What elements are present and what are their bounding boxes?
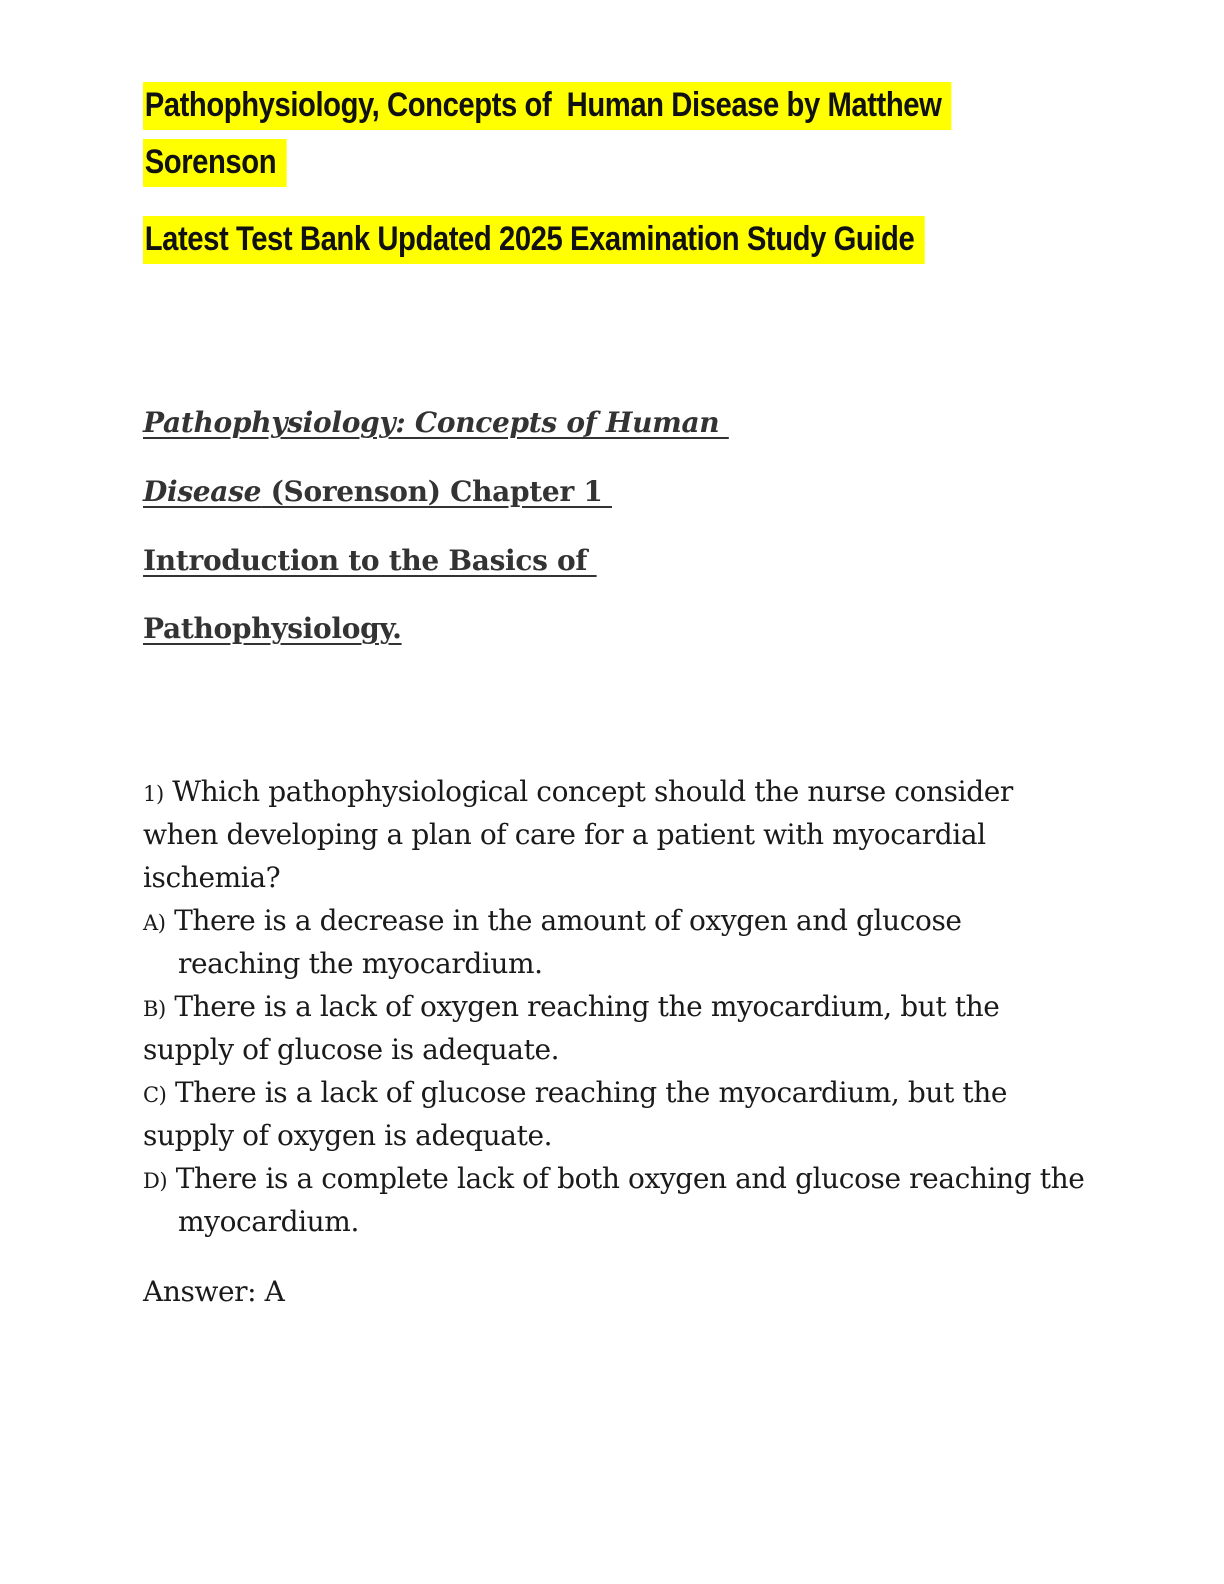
option-b-line2: supply of glucose is adequate.	[143, 1033, 560, 1066]
chapter-heading-line3	[143, 543, 597, 579]
question-stem-line: when developing a plan of care for a patient with myocardial	[143, 818, 986, 851]
question-stem-line: ischemia?	[143, 861, 281, 894]
book-title-italic: Disease	[143, 475, 262, 508]
option-c-line1	[143, 1071, 1103, 1114]
subtitle-highlight: Latest Test Bank Updated 2025 Examination Study Guide	[143, 216, 925, 264]
chapter-heading-line1	[143, 405, 729, 441]
option-text: There is a lack of glucose reaching the myocardium, but the	[166, 1076, 1008, 1109]
option-c-line2: supply of oxygen is adequate.	[143, 1119, 553, 1152]
title-highlight: Sorenson	[143, 139, 286, 187]
option-d-line2: myocardium.	[178, 1205, 359, 1238]
document-subtitle	[143, 216, 925, 264]
option-text: There is a decrease in the amount of oxygen and glucose	[165, 904, 962, 937]
question-number: 1)	[143, 782, 164, 806]
option-b-line1	[143, 985, 1103, 1028]
question-block	[143, 770, 1103, 1243]
option-text: There is a complete lack of both oxygen and glucose reaching the	[167, 1162, 1085, 1195]
answer-line: Answer: A	[143, 1275, 285, 1308]
chapter-heading-line2	[143, 474, 612, 510]
chapter-label: (Sorenson) Chapter 1	[261, 475, 612, 508]
title-highlight: Pathophysiology, Concepts of Human Disease by Matthew	[143, 82, 952, 130]
chapter-heading-line4	[143, 611, 402, 647]
chapter-subtitle: Introduction to the Basics of	[143, 544, 597, 577]
question-stem-line	[143, 770, 1103, 813]
document-title-line2	[143, 139, 286, 187]
option-text: There is a lack of oxygen reaching the myocardium, but the	[165, 990, 1000, 1023]
option-letter: B)	[143, 997, 166, 1021]
option-d-line1	[143, 1157, 1103, 1200]
book-title-italic: Pathophysiology: Concepts of Human	[143, 406, 729, 439]
option-a-line1	[143, 899, 1103, 942]
option-letter: D)	[143, 1169, 168, 1193]
option-a-line2: reaching the myocardium.	[178, 947, 543, 980]
option-letter: A)	[143, 911, 166, 935]
option-letter: C)	[143, 1083, 167, 1107]
document-title-line1	[143, 82, 952, 130]
question-stem-text: Which pathophysiological concept should the nurse consider	[163, 775, 1013, 808]
chapter-subtitle: Pathophysiology.	[143, 612, 402, 645]
